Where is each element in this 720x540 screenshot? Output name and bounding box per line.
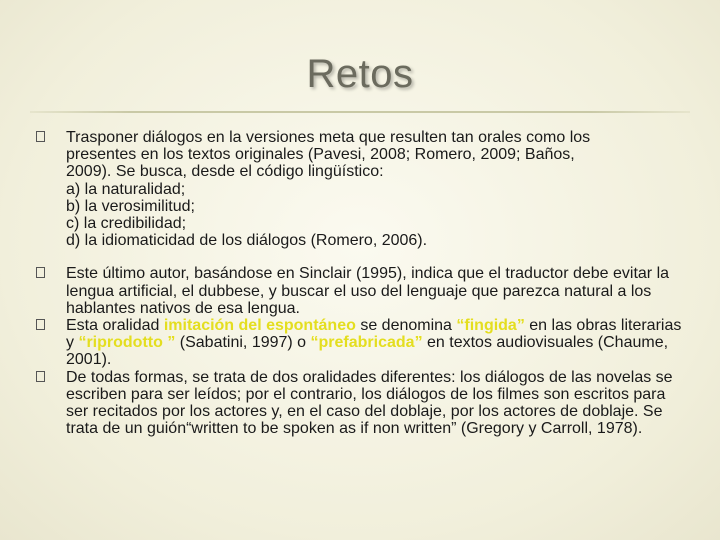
bullet-1-line: a) la naturalidad; [66, 180, 186, 198]
bullet-4-text: De todas formas, se trata de dos oralidades diferentes: los diálogos de las novelas se escriben para ser leídos; por el contrario, los diálogos de los filmes son escritos para ser recitados por los actores y, en el caso del doblaje, por los actores de doblaje. Se trata de un guión“written to be spoken as if non written” (Gregory y Carroll, 1978). [66, 368, 673, 438]
bullet-list [36, 129, 686, 437]
box-bullet-icon [36, 319, 45, 330]
highlight-term: “riprodotto ” [78, 334, 176, 352]
bullet-1-line: d) la idiomaticidad de los diálogos (Romero, 2006). [66, 232, 428, 250]
bullet-2-text: Este último autor, basándose en Sinclair (1995), indica que el traductor debe evitar la lengua artificial, el dubbese, y buscar el uso del lenguaje que parezca natural a los hablantes nativos de esa lengua. [66, 265, 670, 317]
slide-title: Retos [306, 52, 414, 96]
bullet-1-line: b) la verosimilitud; [66, 197, 195, 215]
box-bullet-icon [36, 131, 45, 142]
bullet-3-text: Esta oralidad [66, 317, 164, 335]
bullet-3-text: (Sabatini, 1997) o [175, 334, 311, 352]
bullet-1-line: c) la credibilidad; [66, 215, 187, 233]
bullet-item-1 [36, 129, 686, 249]
bullet-3-text: se denomina [355, 317, 457, 335]
highlight-term: imitación del espontáneo [163, 317, 356, 335]
highlight-term: “prefabricada” [310, 334, 423, 352]
bullet-item-4 [36, 369, 686, 438]
bullet-item-3 [36, 317, 686, 369]
highlight-term: “fingida” [456, 317, 525, 335]
bullet-1-line: presentes en los textos originales (Pavesi, 2008; Romero, 2009; Baños, [66, 146, 575, 164]
bullet-3-text: en textos audiovisuales (Chaume, 2001). [66, 334, 669, 369]
box-bullet-icon [36, 371, 45, 382]
bullet-1-line: 2009). Se busca, desde el código lingüístico: [66, 163, 384, 181]
bullet-3-text: en las obras literarias y [66, 317, 682, 352]
bullet-item-2 [36, 265, 686, 317]
bullet-1-line: Trasponer diálogos en la versiones meta que resulten tan orales como los [66, 129, 591, 146]
box-bullet-icon [36, 267, 45, 278]
title-divider [30, 111, 690, 113]
